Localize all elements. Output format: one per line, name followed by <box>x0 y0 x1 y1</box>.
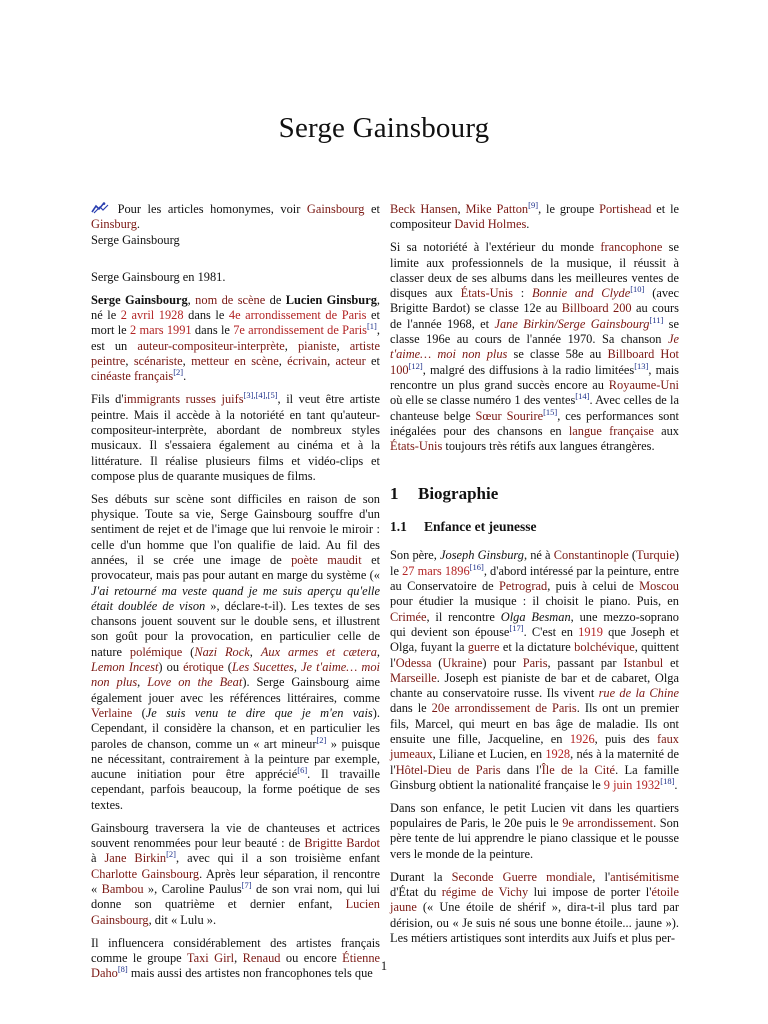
link[interactable]: Paris <box>522 655 548 670</box>
citation: [16] <box>469 561 484 572</box>
link[interactable]: cinéaste français <box>91 369 174 384</box>
link[interactable]: francophone <box>600 240 663 255</box>
section-heading-biographie: 1 Biographie <box>390 484 499 504</box>
link[interactable]: faux jumeaux <box>390 732 679 762</box>
link[interactable]: langue française <box>568 423 654 438</box>
paragraph: Beck Hansen, Mike Patton[9], le groupe Portishead et le compositeur David Holmes. <box>390 199 680 232</box>
paragraph: Dans son enfance, le petit Lucien vit dans les quartiers populaires de Paris, le 20e puis le 9e arrondissement. Son père tente de lui apprendre le piano classique et le pousse vers le monde de la peinture. <box>390 800 679 861</box>
link[interactable]: Mike Patton <box>465 202 529 216</box>
citation: [15] <box>543 406 558 417</box>
link[interactable]: Nazi Rock <box>194 644 250 659</box>
link[interactable]: érotique <box>183 660 224 675</box>
link[interactable]: Verlaine <box>91 705 133 720</box>
link[interactable]: Brigitte Bardot <box>304 836 380 851</box>
link[interactable]: Seconde Guerre mondiale <box>451 869 593 884</box>
link[interactable]: bolchévique <box>574 640 635 655</box>
hatnote: Pour les articles homonymes, voir Gainsbourg et Ginsburg. <box>91 202 380 232</box>
link[interactable]: Je t'aime… moi non plus <box>91 660 380 690</box>
link[interactable]: Bonnie and Clyde <box>532 286 631 301</box>
link-gainsbourg[interactable]: Gainsbourg <box>306 202 365 216</box>
link[interactable]: Billboard Hot 100 <box>390 347 679 377</box>
link[interactable]: guerre <box>467 640 500 655</box>
link[interactable]: Jane Birkin/Serge Gainsbourg <box>494 316 650 331</box>
link[interactable]: David Holmes <box>454 217 527 232</box>
link[interactable]: Ukraine <box>442 655 483 670</box>
link[interactable]: Aux armes et cætera <box>260 644 377 659</box>
link[interactable]: rue de la Chine <box>598 686 679 701</box>
citation: [17] <box>509 622 524 633</box>
link[interactable]: 9e arrondissement <box>562 816 654 831</box>
link[interactable]: Bambou <box>101 881 144 896</box>
page-title: Serge Gainsbourg <box>278 112 490 144</box>
link[interactable]: Hôtel-Dieu de Paris <box>395 762 501 777</box>
image-placeholder <box>91 248 380 270</box>
link[interactable]: 9 juin 1932 <box>603 777 661 792</box>
paragraph: Gainsbourg traversera la vie de chanteuses et actrices souvent renommées pour leur beauté : de Brigitte Bardot à Jane Birkin[2], avec qui il a son troisième enfant Charlotte Gainsbourg. Après leur séparation, il rencontre « Bambou », Caroline Paulus[7] de son vrai nom, qui lui donne son quatrième et dernier enfant, Lucien Gainsbourg, dit « Lulu ». <box>91 820 381 927</box>
link[interactable]: antisémitisme <box>610 869 679 884</box>
link[interactable]: Royaume-Uni <box>608 377 679 392</box>
link[interactable]: Moscou <box>639 579 680 594</box>
link[interactable]: russes <box>185 392 216 407</box>
citation: [6] <box>297 765 308 776</box>
link[interactable]: 27 mars 1896 <box>402 563 470 578</box>
link[interactable]: Lemon Incest <box>91 660 159 675</box>
disambiguation-icon <box>91 202 109 214</box>
link[interactable]: Sœur Sourire <box>475 408 544 423</box>
page-number: 1 <box>380 959 388 973</box>
link[interactable]: 4e arrondissement de Paris <box>228 308 367 323</box>
citation: [7] <box>241 879 252 890</box>
link[interactable]: 1926 <box>569 732 595 746</box>
citation: [2] <box>166 849 177 860</box>
link[interactable]: Renaud <box>242 950 281 965</box>
link[interactable]: étoile jaune <box>390 885 679 915</box>
link[interactable]: Je t'aime… moi non plus <box>390 332 679 362</box>
link[interactable]: Petrograd <box>499 579 548 594</box>
link[interactable]: polémique <box>129 644 183 659</box>
link[interactable]: artiste peintre <box>91 338 380 369</box>
link[interactable]: 2 avril 1928 <box>120 308 184 323</box>
link[interactable]: 1928 <box>545 747 571 762</box>
link[interactable]: Île de la Cité <box>541 762 616 777</box>
link[interactable]: Taxi Girl <box>186 950 235 965</box>
image-caption: Serge Gainsbourg en 1981. <box>91 269 226 284</box>
infobox-name: Serge Gainsbourg <box>91 232 180 247</box>
citation: [1] <box>366 321 377 332</box>
citation: [11] <box>649 314 664 325</box>
paragraph: Fils d'immigrants russes juifs[3],[4],[5], il veut être artiste peintre. Mais il accède à la notoriété en tant qu'auteur-compositeur-interprète, abordant de nombreux styles musicaux. Il s'essaiera également au cinéma et à la littérature. Il réalise plusieurs films et vidéo-clips et compose plus de quarante musiques de films. <box>91 390 380 483</box>
citation: [14] <box>575 391 590 402</box>
link[interactable]: pianiste <box>297 338 337 353</box>
paragraph: Durant la Seconde Guerre mondiale, l'antisémitisme d'État du régime de Vichy lui impose de porter l'étoile jaune (« Une étoile de shérif », dira-t-il plus tard par dérision, ou « Je suis né sous une bonne étoile... jaune »). Les métiers artistiques sont interdits aux Juifs et plus per- <box>390 869 679 945</box>
link[interactable]: 20e arrondissement de Paris <box>431 701 577 716</box>
link[interactable]: 7e arrondissement de Paris <box>233 323 367 338</box>
link[interactable]: Marseille <box>390 670 437 685</box>
citation: [13] <box>634 360 649 371</box>
subsection-heading-enfance: 1.1 Enfance et jeunesse <box>390 519 537 535</box>
link[interactable]: Constantinople <box>553 548 629 563</box>
citation: [9] <box>528 199 539 210</box>
citation: [18] <box>660 775 675 786</box>
link[interactable]: États-Unis <box>460 286 513 301</box>
link[interactable]: Billboard 200 <box>561 301 632 316</box>
link[interactable]: Love on the Beat <box>147 675 243 690</box>
link[interactable]: Turquie <box>636 548 675 563</box>
citation: [12] <box>408 360 423 371</box>
citation: [10] <box>630 284 645 295</box>
link[interactable]: Les Sucettes <box>231 660 294 675</box>
paragraph: Ses débuts sur scène sont difficiles en raison de son physique. Toute sa vie, Serge Gainsbourg souffre d'un sentiment de rejet et de l'image que lui renvoie le miroir : celle d'un homme que l'on qualifie de laid. Au fil des années, il se crée une image de poète maudit et provocateur, mais pas pour autant en marge du système (« J'ai retourné ma veste quand je me suis aperçu qu'elle était doublée de vison », déclare-t-il). Les textes de ses chansons jouent souvent sur le double sens, et illustrent son goût pour la provocation, en particulier celle de nature polémique (Nazi Rock, Aux armes et cætera, Lemon Incest) ou érotique (Les Sucettes, Je t'aime… moi non plus, Love on the Beat). Serge Gainsbourg aime également jouer avec les références littéraires, comme Verlaine (Je suis venu te dire que je m'en vais). Cependant, il considère la chanson, et en particulier les paroles de chanson, comme un « art mineur[2] » puisque ne nécessitant, contrairement à la peinture par exemple, aucune initiation pour être apprécié[6]. Il travaille cependant, parfois beaucoup, la forme poétique de ses textes. <box>91 491 381 812</box>
paragraph: Si sa notoriété à l'extérieur du monde francophone se limite aux professionnels de la musique, il réussit à classer deux de ses albums dans les meilleures ventes de disques aux États-Unis : Bonnie and Clyde[10] (avec Brigitte Bardot) se classe 12e au Billboard 200 au cours de l'année 1968, et Jane Birkin/Serge Gainsbourg[11] se classe 196e au cours de l'année 1970. Sa chanson Je t'aime… moi non plus se classe 58e au Billboard Hot 100[12], malgré des diffusions à la radio limitées[13], mais rencontre un plus grand succès encore au Royaume-Uni où elle se classe numéro 1 des ventes[14]. Avec celles de la chanteuse belge Sœur Sourire[15], ces performances sont inégalées pour des chansons en langue française aux États-Unis toujours très rétifs aux langues étrangères. <box>390 240 680 454</box>
citation: [2] <box>316 734 327 745</box>
citation: [2] <box>173 367 184 378</box>
link[interactable]: écrivain <box>287 354 328 369</box>
link[interactable]: juifs <box>221 392 244 407</box>
link-ginsburg[interactable]: Ginsburg <box>91 217 137 232</box>
link[interactable]: acteur <box>335 354 366 369</box>
link[interactable]: Portishead <box>599 202 652 216</box>
link[interactable]: scénariste <box>133 354 183 369</box>
paragraph: Serge Gainsbourg, nom de scène de Lucien Ginsburg, né le 2 avril 1928 dans le 4e arrondissement de Paris et mort le 2 mars 1991 dans le 7e arrondissement de Paris[1], est un auteur-compositeur-interprète, pianiste, artiste peintre, scénariste, metteur en scène, écrivain, acteur et cinéaste français[2]. <box>91 292 381 384</box>
link[interactable]: Beck Hansen <box>390 202 458 216</box>
citation: [8] <box>117 963 128 974</box>
link[interactable]: poète maudit <box>291 553 362 567</box>
link[interactable]: nom de scène <box>195 292 266 307</box>
link[interactable]: metteur en scène <box>191 354 279 369</box>
citation: [3],[4],[5] <box>243 390 278 401</box>
link[interactable]: immigrants <box>123 392 181 407</box>
link[interactable]: Crimée <box>390 609 427 624</box>
link[interactable]: Charlotte Gainsbourg <box>91 866 200 881</box>
link[interactable]: États-Unis <box>390 439 443 454</box>
link[interactable]: régime de Vichy <box>441 885 529 900</box>
link[interactable]: Istanbul <box>623 655 664 670</box>
paragraph: Il influencera considérablement des artistes français comme le groupe Taxi Girl, Renaud ou encore Étienne Daho[8] mais aussi des artistes non francophones tels que <box>91 935 381 981</box>
left-column <box>91 202 380 989</box>
link[interactable]: Jane Birkin <box>104 851 167 866</box>
link[interactable]: auteur-compositeur-interprète <box>137 338 285 353</box>
link[interactable]: Étienne Daho <box>91 950 381 981</box>
link[interactable]: Lucien Gainsbourg <box>91 897 380 927</box>
paragraph: Son père, Joseph Ginsburg, né à Constantinople (Turquie) le 27 mars 1896[16], d'abord intéressé par la peinture, entre au Conservatoire de Petrograd, puis à celui de Moscou pour étudier la musique : il choisit le piano. Puis, en Crimée, il rencontre Olga Besman, une mezzo-soprano qui devient son épouse[17]. C'est en 1919 que Joseph et Olga, fuyant la guerre et la dictature bolchévique, quittent l'Odessa (Ukraine) pour Paris, passant par Istanbul et Marseille. Joseph est pianiste de bar et de cabaret, Olga chante au conservatoire russe. Ils vivent rue de la Chine dans le 20e arrondissement de Paris. Ils ont un premier fils, Marcel, qui meurt en bas âge de maladie. Ils ont ensuite une fille, Jacqueline, en 1926, puis des faux jumeaux, Liliane et Lucien, en 1928, nés à la maternité de l'Hôtel-Dieu de Paris dans l'Île de la Cité. La famille Ginsburg obtient la nationalité française le 9 juin 1932[18]. <box>390 548 680 792</box>
link[interactable]: 1919 <box>578 624 603 639</box>
link[interactable]: 2 mars 1991 <box>129 323 192 338</box>
right-column <box>390 199 680 954</box>
link[interactable]: Odessa <box>395 655 432 670</box>
